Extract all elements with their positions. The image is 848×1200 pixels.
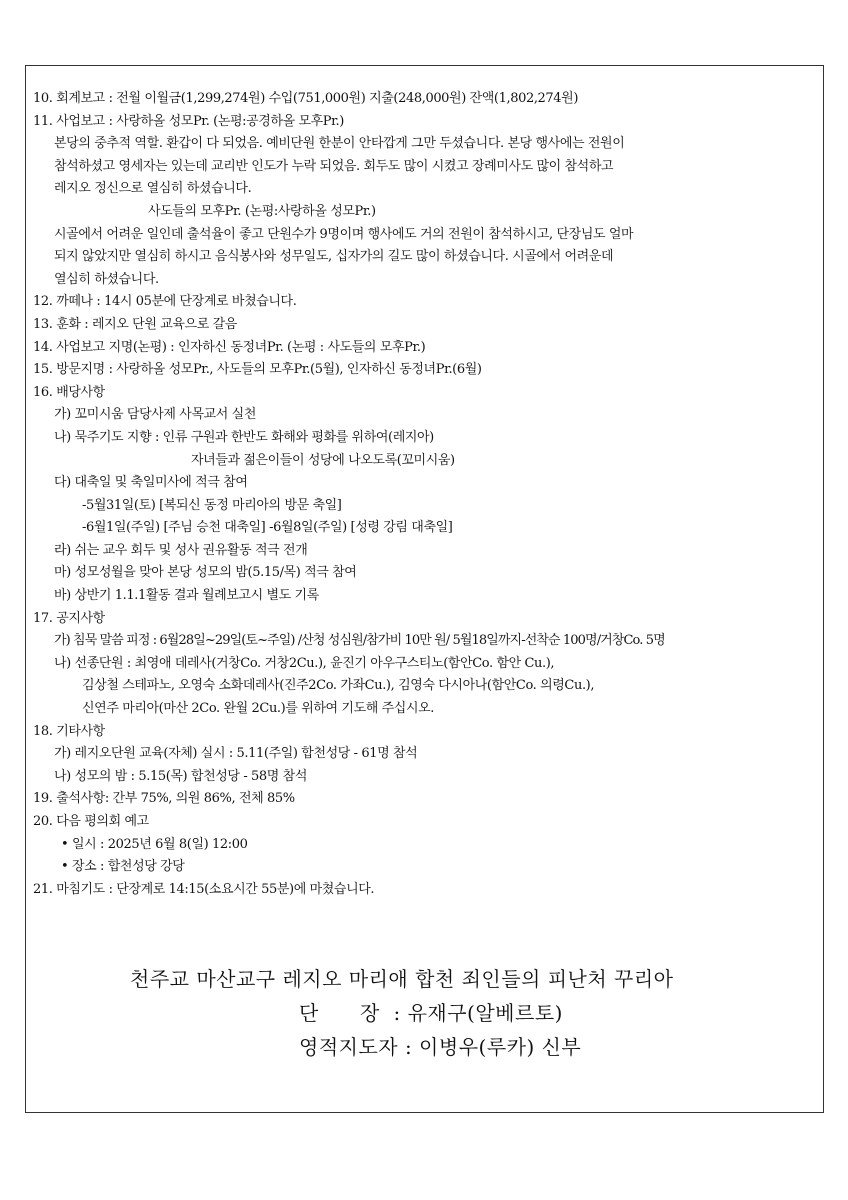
report-text: 시골에서 어려운 일인데 출석율이 좋고 단원수가 9명이며 행사에도 거의 전원이 참석하시고, 단장님도 얼마	[54, 226, 634, 242]
document-frame	[25, 65, 824, 1113]
item-18-other: 18. 기타사항	[33, 723, 105, 739]
list-subitem: -5월31일(토) [복되신 동정 마리아의 방문 축일]	[82, 497, 342, 513]
signature-block	[26, 962, 825, 1064]
item-20-next-meeting: 20. 다음 평의회 예고	[33, 814, 149, 829]
leader-line: 단 장 : 유재구(알베르토)	[299, 1001, 563, 1025]
item-17-notices: 17. 공지사항	[33, 610, 105, 626]
bullet-item: • 장소 : 합천성당 강당	[61, 859, 185, 875]
item-11-activity-report: 11. 사업보고 : 사랑하올 성모Pr. (논평:공경하올 모후Pr.)	[33, 113, 344, 129]
list-item: 가) 침묵 말씀 피정 : 6월28일~29일(토~주일) /산청 성심원/참가비 10만 원/ 5월18일까지-선착순 100명/거창Co. 5명	[54, 633, 665, 649]
list-item: 바) 상반기 1.1.1활동 결과 월례보고시 별도 기록	[54, 588, 319, 604]
report-subheading: 사도들의 모후Pr. (논평:사랑하올 성모Pr.)	[148, 203, 376, 219]
bullet-item: • 일시 : 2025년 6월 8(일) 12:00	[61, 836, 248, 852]
item-19-attendance: 19. 출석사항: 간부 75%, 의원 86%, 전체 85%	[33, 791, 295, 807]
report-text: 레지오 정신으로 열심히 하셨습니다.	[54, 181, 252, 197]
list-item-continued: 김상철 스테파노, 오영숙 소화데레사(진주2Co. 가좌Cu.), 김영숙 다시아나(함안Co. 의령Cu.),	[82, 678, 595, 694]
report-text: 열심히 하셨습니다.	[54, 271, 159, 287]
list-item: 가) 꼬미시움 담당사제 사목교서 실천	[54, 407, 256, 423]
organization-name: 천주교 마산교구 레지오 마리애 합천 죄인들의 피난처 꾸리아	[130, 967, 674, 991]
list-item: 나) 선종단원 : 최영애 데레사(거창Co. 거창2Cu.), 윤진기 아우구스티노(함안Co. 함안 Cu.),	[54, 655, 555, 671]
report-text: 본당의 중추적 역할. 환갑이 다 되었음. 예비단원 한분이 안타깝게 그만 두셨습니다. 본당 행사에는 전원이	[54, 136, 625, 152]
list-item: 다) 대축일 및 축일미사에 적극 참여	[54, 475, 248, 491]
item-10-accounting: 10. 회계보고 : 전월 이월금(1,299,274원) 수입(751,000원) 지출(248,000원) 잔액(1,802,274원)	[33, 91, 578, 106]
list-item-continued: 신연주 마리아(마산 2Co. 완월 2Cu.)를 위하여 기도해 주십시오.	[82, 701, 434, 717]
minutes-body	[33, 88, 818, 901]
item-16-assignments: 16. 배당사항	[33, 384, 105, 400]
item-15-visit-assignment: 15. 방문지명 : 사랑하올 성모Pr., 사도들의 모후Pr.(5월), 인자하신 동정녀Pr.(6월)	[33, 362, 482, 378]
list-subitem: -6월1일(주일) [주님 승천 대축일] -6월8일(주일) [성령 강림 대축일]	[82, 520, 453, 536]
report-text: 참석하셨고 영세자는 있는데 교리반 인도가 누락 되었음. 회두도 많이 시켰고 장례미사도 많이 참석하고	[54, 158, 614, 174]
list-item-continued: 자녀들과 젊은이들이 성당에 나오도록(꼬미시움)	[191, 452, 455, 468]
spiritual-director-line: 영적지도자 : 이병우(루카) 신부	[299, 1035, 582, 1059]
item-21-closing-prayer: 21. 마침기도 : 단장계로 14:15(소요시간 55분)에 마쳤습니다.	[33, 881, 375, 897]
report-text: 되지 않았지만 열심히 하시고 음식봉사와 성무일도, 십자가의 길도 많이 하셨습니다. 시골에서 어려운데	[54, 249, 614, 265]
list-item: 나) 묵주기도 지향 : 인류 구원과 한반도 화해와 평화를 위하여(레지아)	[54, 429, 434, 445]
item-12-catena: 12. 까떼나 : 14시 05분에 단장계로 바쳤습니다.	[33, 294, 297, 310]
list-item: 가) 레지오단원 교육(자체) 실시 : 5.11(주일) 합천성당 - 61명 참석	[54, 746, 418, 762]
list-item: 라) 쉬는 교우 회두 및 성사 권유활동 적극 전개	[54, 542, 308, 558]
list-item: 나) 성모의 밤 : 5.15(목) 합천성당 - 58명 참석	[54, 768, 307, 784]
list-item: 마) 성모성월을 맞아 본당 성모의 밤(5.15/목) 적극 참여	[54, 565, 357, 581]
item-13-allocution: 13. 훈화 : 레지오 단원 교육으로 갈음	[33, 316, 237, 332]
item-14-report-assignment: 14. 사업보고 지명(논평) : 인자하신 동정녀Pr. (논평 : 사도들의 모후Pr.)	[33, 339, 426, 355]
